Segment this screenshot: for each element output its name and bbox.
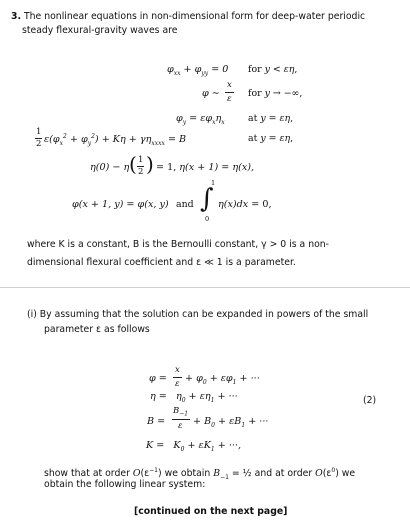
equation-mean-zero: η(x)dx = 0, <box>218 199 272 210</box>
equation-periodic-eta: = 1, η(x + 1) = η(x), <box>156 162 255 173</box>
equation-kinematic: $\varphi_y = \varepsilon\varphi_x\eta_x$ <box>176 113 225 126</box>
condition-4: at y = εη, <box>248 133 294 144</box>
continued-note: [continued on the next page] <box>134 506 288 517</box>
condition-2: for y → −∞, <box>248 88 303 99</box>
where-line-1: where K is a constant, B is the Bernoulli constant, γ > 0 is a non- <box>27 239 330 250</box>
equation-periodic-phi: φ(x + 1, y) = φ(x, y) <box>72 199 169 210</box>
and-word: and <box>176 199 194 210</box>
part-i-label-line-2: parameter ε as follows <box>44 324 150 335</box>
problem-number: 3. <box>11 11 22 22</box>
problem-intro <box>11 10 365 23</box>
expansion-k: $K = K_0 + \varepsilon K_1$ + ···, <box>146 440 242 453</box>
document-page: 3. The nonlinear equations in non-dimensional form for deep-water periodic steady flexural-gravity waves are $\varphi_{xx} + \varphi_{yy} = 0$ for y < εη, φ ∼ x ε for y → −∞, $\varphi_y = \varepsilon\varphi_x\eta_x$ at y = εη, 1 2 $\varepsilon(\varphi_x^2 + \varphi_y^2) + K\eta + \gamma\eta_{xxxx} = B$ at y = εη, η(0) − η ( 1 2 ) = 1, η(x + 1) = η(x), φ(x + 1, y) = φ(x, y) and ∫ 1 0 η(x)dx = 0, where K is a constant, B is the Bernoulli constant, γ > 0 is a non- dimensional flexural coefficient and ε ≪ 1 is a parameter. (i) By assuming that the solution can be expanded in powers of the small parameter ε as follows φ = x ε + $\varphi_0 + \varepsilon\varphi_1$ + ··· $\eta = \eta_0 + \varepsilon\eta_1$ + ··· B = $B_{-1}$ ε + $B_0 + \varepsilon B_1$ + ··· $K = K_0 + \varepsilon K_1$ + ···, (2) show that at order $O(\varepsilon^{-1})$ we obtain $B_{-1}$ = ½ and at order $O(\varepsilon^0)$ we obtain the following linear system: [continued on the next page] <box>0 0 410 527</box>
part-i-label: (i) By assuming that the solution can be expanded in powers of the small <box>27 309 369 320</box>
show-line-2: obtain the following linear system: <box>44 479 206 490</box>
show-line-1: show that at order $O(\varepsilon^{-1})$ we obtain $B_{-1}$ = ½ and at order $O(\varepsilon^0)$ we <box>44 467 356 481</box>
section-divider <box>0 287 410 288</box>
equation-wave-height: η(0) − η <box>90 162 130 173</box>
condition-3: at y = εη, <box>248 113 294 124</box>
equation-number: (2) <box>363 395 377 406</box>
equation-bernoulli: $\varepsilon(\varphi_x^2 + \varphi_y^2) + K\eta + \gamma\eta_{xxxx} = B$ <box>44 133 187 148</box>
expansion-b: B = <box>147 416 166 427</box>
expansion-eta: $\eta = \eta_0 + \varepsilon\eta_1$ + ··· <box>150 391 238 404</box>
intro-line-1: The nonlinear equations in non-dimensional form for deep-water periodic <box>23 11 366 22</box>
condition-1: for y < εη, <box>248 64 298 75</box>
intro-line-2: steady flexural-gravity waves are <box>22 25 178 36</box>
where-line-2: dimensional flexural coefficient and ε ≪ 1 is a parameter. <box>27 257 296 268</box>
equation-laplace: $\varphi_{xx} + \varphi_{yy} = 0$ <box>167 64 229 77</box>
integral-sign: ∫ <box>200 184 214 214</box>
expansion-phi: φ = <box>149 373 167 384</box>
equation-far-field: φ ∼ <box>202 88 220 99</box>
